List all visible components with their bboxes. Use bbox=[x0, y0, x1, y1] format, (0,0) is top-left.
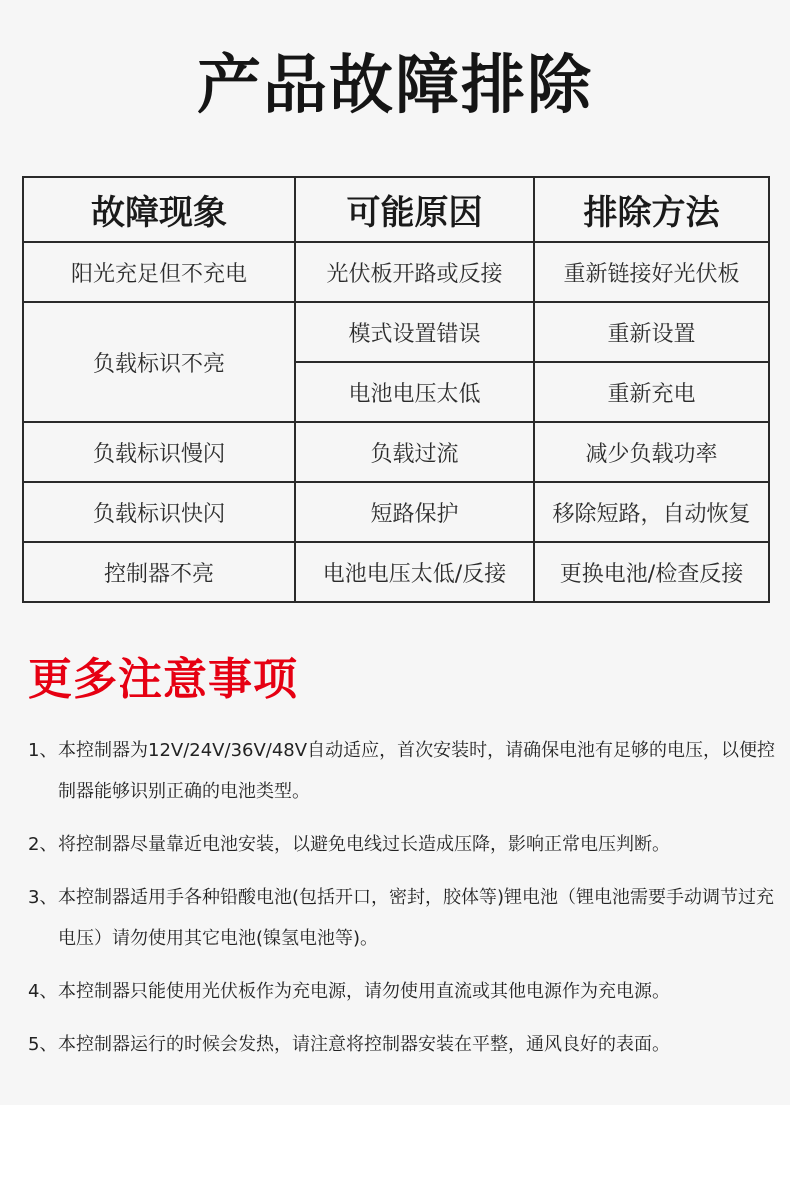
note-text: 本控制器运行的时候会发热，请注意将控制器安装在平整，通风良好的表面。 bbox=[58, 1034, 670, 1055]
table-row bbox=[23, 482, 769, 542]
troubleshooting-table bbox=[22, 176, 770, 603]
cell-cause: 电池电压太低/反接 bbox=[295, 542, 534, 602]
cell-solution: 移除短路，自动恢复 bbox=[534, 482, 769, 542]
cell-symptom: 负载标识快闪 bbox=[23, 482, 295, 542]
cell-cause: 光伏板开路或反接 bbox=[295, 242, 534, 302]
table-row bbox=[23, 302, 769, 362]
table-row bbox=[23, 422, 769, 482]
page-title: 产品故障排除 bbox=[197, 49, 593, 123]
table-row bbox=[23, 542, 769, 602]
cell-symptom: 控制器不亮 bbox=[23, 542, 295, 602]
notes-section-title: 更多注意事项 bbox=[28, 654, 298, 705]
note-number: 3、 bbox=[28, 887, 58, 908]
notes-list bbox=[28, 730, 780, 1077]
cell-solution: 重新充电 bbox=[534, 362, 769, 422]
cell-solution: 重新链接好光伏板 bbox=[534, 242, 769, 302]
cell-cause: 电池电压太低 bbox=[295, 362, 534, 422]
note-text: 本控制器适用手各种铅酸电池(包括开口，密封，胶体等)锂电池（锂电池需要手动调节过充电压）请勿使用其它电池(镍氢电池等)。 bbox=[58, 887, 775, 949]
header-cause: 可能原因 bbox=[295, 177, 534, 242]
list-item bbox=[28, 824, 780, 865]
cell-symptom: 负载标识慢闪 bbox=[23, 422, 295, 482]
note-number: 5、 bbox=[28, 1034, 58, 1055]
list-item bbox=[28, 730, 780, 812]
table-row bbox=[23, 242, 769, 302]
cell-solution: 重新设置 bbox=[534, 302, 769, 362]
cell-cause: 负载过流 bbox=[295, 422, 534, 482]
note-number: 1、 bbox=[28, 740, 58, 761]
cell-cause: 短路保护 bbox=[295, 482, 534, 542]
list-item bbox=[28, 1024, 780, 1065]
cell-solution: 更换电池/检查反接 bbox=[534, 542, 769, 602]
cell-symptom: 阳光充足但不充电 bbox=[23, 242, 295, 302]
note-number: 4、 bbox=[28, 981, 58, 1002]
header-solution: 排除方法 bbox=[534, 177, 769, 242]
cell-symptom: 负载标识不亮 bbox=[23, 302, 295, 422]
cell-cause: 模式设置错误 bbox=[295, 302, 534, 362]
note-number: 2、 bbox=[28, 834, 58, 855]
cell-solution: 减少负载功率 bbox=[534, 422, 769, 482]
list-item bbox=[28, 877, 780, 959]
table-header-row bbox=[23, 177, 769, 242]
note-text: 本控制器只能使用光伏板作为充电源，请勿使用直流或其他电源作为充电源。 bbox=[58, 981, 670, 1002]
note-text: 将控制器尽量靠近电池安装，以避免电线过长造成压降，影响正常电压判断。 bbox=[58, 834, 670, 855]
note-text: 本控制器为12V/24V/36V/48V自动适应，首次安装时，请确保电池有足够的电压，以便控制器能够识别正确的电池类型。 bbox=[58, 740, 776, 802]
header-symptom: 故障现象 bbox=[23, 177, 295, 242]
list-item bbox=[28, 971, 780, 1012]
